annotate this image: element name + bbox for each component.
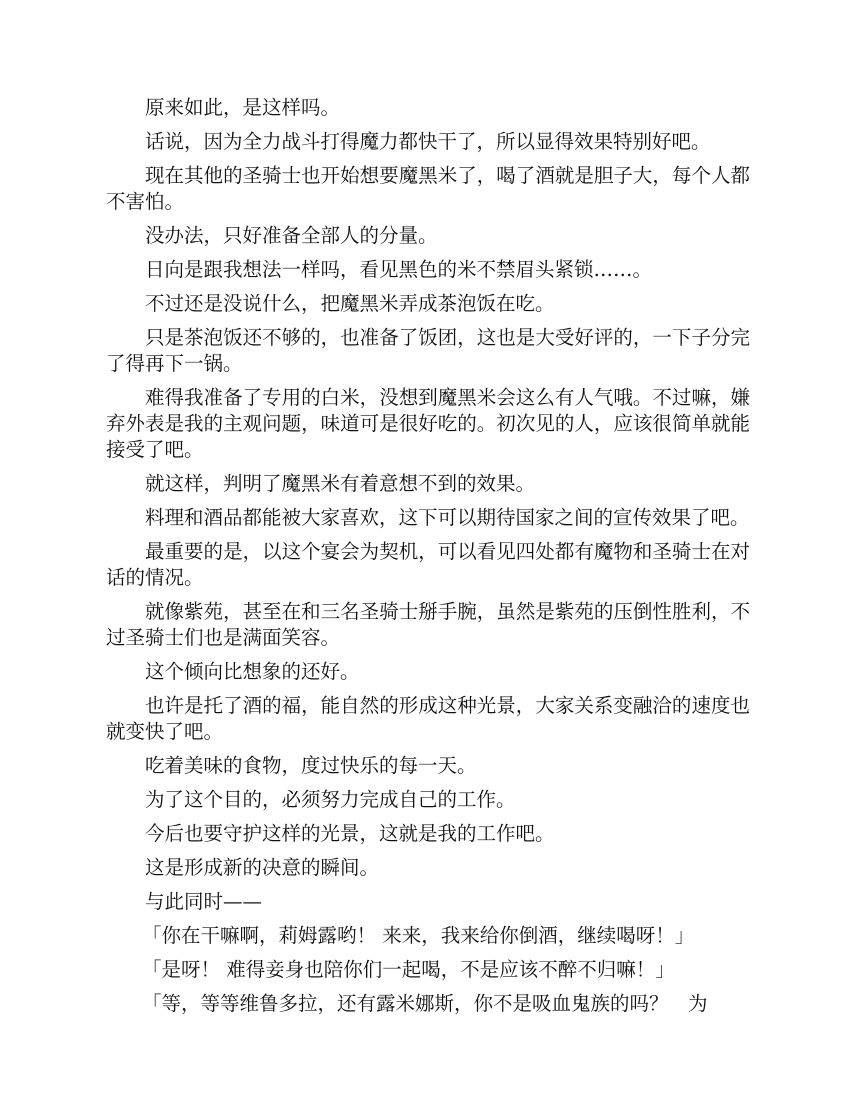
paragraph: 不过还是没说什么，把魔黑米弄成茶泡饭在吃。 <box>145 292 555 315</box>
paragraph: 现在其他的圣骑士也开始想要魔黑米了，喝了酒就是胆子大，每个人都不害怕。 <box>106 164 750 213</box>
dialogue-line: 「你在干嘛啊，莉姆露哟！ 来来，我来给你倒酒，继续喝呀！」 <box>142 924 695 947</box>
paragraph: 今后也要守护这样的光景，这就是我的工作吧。 <box>145 822 555 845</box>
paragraph: 这是形成新的决意的瞬间。 <box>145 856 380 879</box>
paragraph: 没办法，只好准备全部人的分量。 <box>145 224 438 247</box>
paragraph: 就像紫苑，甚至在和三名圣骑士掰手腕，虽然是紫苑的压倒性胜利，不过圣骑士们也是满面笑容。 <box>106 600 750 649</box>
text-body <box>106 95 750 1025</box>
paragraph: 话说，因为全力战斗打得魔力都快干了，所以显得效果特别好吧。 <box>145 130 711 153</box>
paragraph: 就这样，判明了魔黑米有着意想不到的效果。 <box>145 472 536 495</box>
paragraph: 只是茶泡饭还不够的，也准备了饭团，这也是大受好评的，一下子分完了得再下一锅。 <box>106 326 750 375</box>
paragraph: 最重要的是，以这个宴会为契机，可以看见四处都有魔物和圣骑士在对话的情况。 <box>106 540 750 589</box>
dialogue-line: 「等，等等维鲁多拉，还有露米娜斯，你不是吸血鬼族的吗？ 为 <box>142 992 708 1015</box>
paragraph: 难得我准备了专用的白米，没想到魔黑米会这么有人气哦。不过嘛，嫌弃外表是我的主观问题，味道可是很好吃的。初次见的人，应该很简单就能接受了吧。 <box>106 386 750 461</box>
paragraph: 为了这个目的，必须努力完成自己的工作。 <box>145 788 516 811</box>
paragraph: 与此同时—— <box>145 890 263 913</box>
paragraph: 原来如此，是这样吗。 <box>145 96 341 119</box>
paragraph: 也许是托了酒的福，能自然的形成这种光景，大家关系变融洽的速度也就变快了吧。 <box>106 694 750 743</box>
dialogue-line: 「是呀！ 难得妾身也陪你们一起喝，不是应该不醉不归嘛！」 <box>142 958 675 981</box>
paragraph: 日向是跟我想法一样吗，看见黑色的米不禁眉头紧锁……。 <box>145 258 653 281</box>
paragraph: 这个倾向比想象的还好。 <box>145 660 360 683</box>
paragraph: 料理和酒品都能被大家喜欢，这下可以期待国家之间的宣传效果了吧。 <box>145 506 750 529</box>
paragraph: 吃着美味的食物，度过快乐的每一天。 <box>145 754 477 777</box>
